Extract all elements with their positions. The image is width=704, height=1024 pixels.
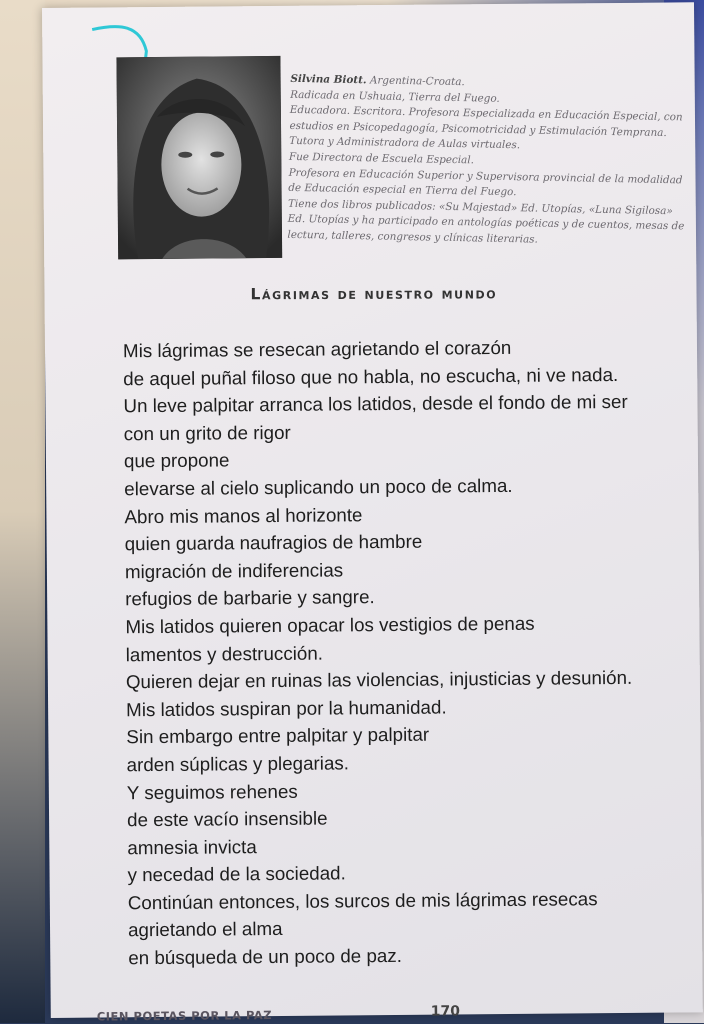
book-page — [42, 2, 703, 1024]
bio-line: lectura, talleres, congresos y clínicas literarias. — [287, 228, 538, 246]
poem-line: Mis latidos quieren opacar los vestigios de penas — [125, 612, 535, 638]
author-photo — [116, 56, 282, 259]
bio-line: de Educación especial en Tierra del Fuego. — [288, 181, 517, 199]
left-background — [0, 0, 45, 1023]
poem-line: y necedad de la sociedad. — [127, 862, 346, 886]
page-number: 170 — [430, 1003, 461, 1020]
poem-line: agrietando el alma — [127, 918, 283, 941]
poem-body — [123, 332, 704, 972]
poem-line: Sin embargo entre palpitar y palpitar — [126, 723, 430, 748]
author-origin: Argentina-Croata. — [366, 74, 465, 89]
poem-line: Y seguimos rehenes — [126, 780, 298, 803]
poem-line: de aquel puñal filoso que no habla, no escucha, ni ve nada. — [123, 363, 619, 389]
poem-line: amnesia invicta — [127, 835, 257, 858]
poem-line: con un grito de rigor — [123, 421, 291, 445]
poem-line: Abro mis manos al horizonte — [124, 503, 363, 527]
poem-line: de este vacío insensible — [126, 807, 328, 831]
poem-line: quien guarda naufragios de hambre — [124, 530, 423, 555]
bio-line: Educadora. Escritora. Profesora Especializada en Educación Especial, con — [289, 104, 683, 124]
bio-line: Tiene dos libros publicados: «Su Majestad» Ed. Utopías, «Luna Sigilosa» — [287, 197, 673, 217]
bio-line: Tutora y Administradora de Aulas virtuales. — [289, 135, 521, 152]
poem-line: Un leve palpitar arranca los latidos, desde el fondo de mi ser — [123, 391, 628, 417]
poem-line: Continúan entonces, los surcos de mis lágrimas resecas — [127, 888, 598, 914]
poem-line: que propone — [123, 449, 230, 472]
poem-line: Mis lágrimas se resecan agrietando el corazón — [122, 336, 512, 362]
poem-line: lamentos y destrucción. — [125, 642, 324, 665]
bio-line: Ed. Utopías y ha participado en antologías poéticas y de cuentos, mesas de — [287, 213, 685, 233]
poem-line: arden súplicas y plegarias. — [126, 752, 350, 776]
book-title-footer: CIEN POETAS POR LA PAZ — [96, 1008, 273, 1024]
bio-line: Profesora en Educación Superior y Supervisora provincial de la modalidad — [288, 166, 683, 186]
poem-line: Quieren dejar en ruinas las violencias, injusticias y desunión. — [125, 667, 633, 693]
author-bio — [287, 72, 700, 251]
author-name: Silvina Biott. — [290, 72, 367, 87]
poem-title: Lágrimas de nuestro mundo — [250, 284, 498, 304]
poem-line: Mis latidos suspiran por la humanidad. — [126, 696, 447, 721]
poem-line: refugios de barbarie y sangre. — [125, 586, 375, 610]
poem-line: elevarse al cielo suplicando un poco de calma. — [124, 474, 513, 500]
poem-line: migración de indiferencias — [124, 559, 344, 583]
poem-line: en búsqueda de un poco de paz. — [128, 944, 402, 969]
bio-line: Radicada en Ushuaia, Tierra del Fuego. — [290, 88, 500, 105]
bio-line: estudios en Psicopedagogía, Psicomotricidad y Estimulación Temprana. — [289, 119, 667, 139]
bio-line: Fue Directora de Escuela Especial. — [288, 150, 475, 167]
